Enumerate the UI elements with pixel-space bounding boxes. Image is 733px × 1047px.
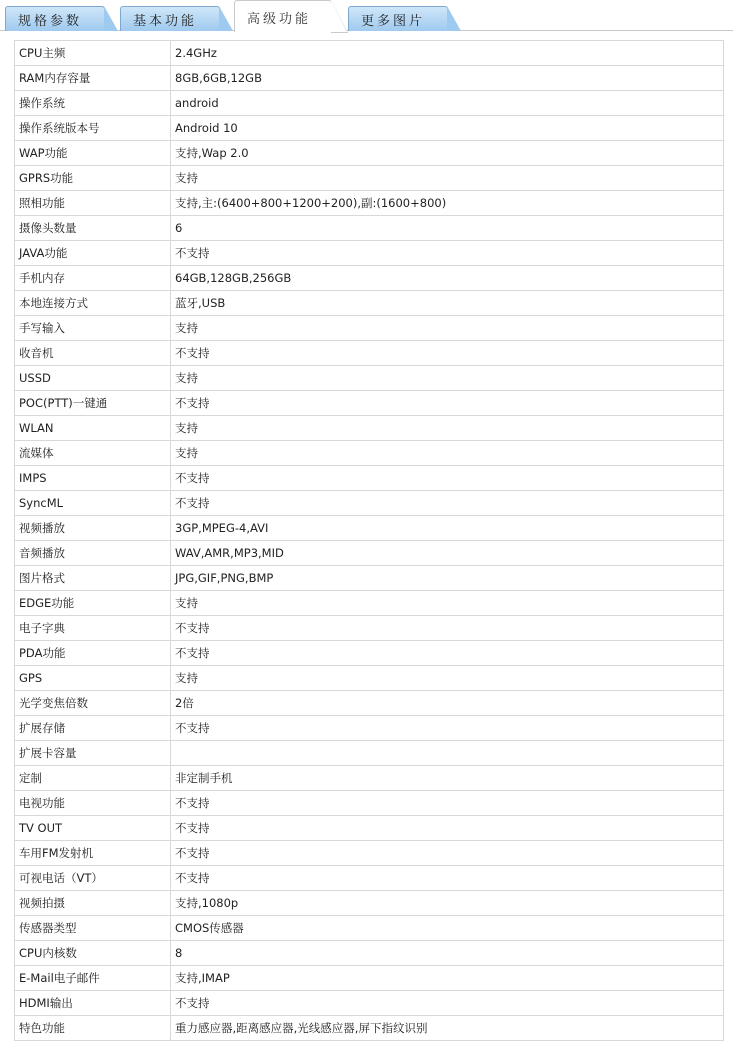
spec-key: 视频拍摄 [15, 891, 171, 916]
table-row [15, 516, 724, 541]
spec-key: HDMI输出 [15, 991, 171, 1016]
table-row [15, 491, 724, 516]
table-row [15, 116, 724, 141]
table-row [15, 666, 724, 691]
spec-value: 不支持 [171, 841, 724, 866]
spec-value: WAV,AMR,MP3,MID [171, 541, 724, 566]
table-row [15, 891, 724, 916]
spec-key: 图片格式 [15, 566, 171, 591]
table-row [15, 766, 724, 791]
spec-key: 视频播放 [15, 516, 171, 541]
tab-bar [0, 0, 733, 31]
spec-key: 手机内存 [15, 266, 171, 291]
spec-key: 电子字典 [15, 616, 171, 641]
spec-value: 不支持 [171, 466, 724, 491]
spec-value: 支持 [171, 416, 724, 441]
spec-value: 6 [171, 216, 724, 241]
spec-key: 手写输入 [15, 316, 171, 341]
table-row [15, 691, 724, 716]
table-row [15, 291, 724, 316]
table-row [15, 866, 724, 891]
spec-key: 收音机 [15, 341, 171, 366]
spec-table-body [15, 41, 724, 1041]
table-row [15, 841, 724, 866]
spec-value: 不支持 [171, 866, 724, 891]
spec-value: 2倍 [171, 691, 724, 716]
table-row [15, 216, 724, 241]
spec-value: 不支持 [171, 491, 724, 516]
table-row [15, 991, 724, 1016]
spec-value: 支持 [171, 366, 724, 391]
table-row [15, 541, 724, 566]
spec-value: 支持,主:(6400+800+1200+200),副:(1600+800) [171, 191, 724, 216]
spec-key: WAP功能 [15, 141, 171, 166]
spec-value: 支持,IMAP [171, 966, 724, 991]
table-row [15, 616, 724, 641]
table-row [15, 466, 724, 491]
table-row [15, 141, 724, 166]
spec-value: 不支持 [171, 241, 724, 266]
table-row [15, 741, 724, 766]
spec-key: EDGE功能 [15, 591, 171, 616]
table-row [15, 441, 724, 466]
spec-value: 支持 [171, 666, 724, 691]
table-row [15, 641, 724, 666]
spec-value: 重力感应器,距离感应器,光线感应器,屏下指纹识别 [171, 1016, 724, 1041]
spec-value: CMOS传感器 [171, 916, 724, 941]
table-row [15, 241, 724, 266]
spec-value: 不支持 [171, 391, 724, 416]
spec-key: 操作系统 [15, 91, 171, 116]
table-row [15, 316, 724, 341]
spec-value: 非定制手机 [171, 766, 724, 791]
table-row [15, 266, 724, 291]
table-row [15, 391, 724, 416]
spec-value: 2.4GHz [171, 41, 724, 66]
spec-key: TV OUT [15, 816, 171, 841]
spec-value: Android 10 [171, 116, 724, 141]
spec-table [14, 40, 724, 1041]
spec-key: 可视电话（VT） [15, 866, 171, 891]
spec-key: WLAN [15, 416, 171, 441]
spec-value: 不支持 [171, 791, 724, 816]
table-row [15, 591, 724, 616]
table-row [15, 566, 724, 591]
spec-key: 音频播放 [15, 541, 171, 566]
table-row [15, 916, 724, 941]
spec-value: 蓝牙,USB [171, 291, 724, 316]
spec-key: 扩展存储 [15, 716, 171, 741]
table-row [15, 41, 724, 66]
spec-key: SyncML [15, 491, 171, 516]
spec-key: 照相功能 [15, 191, 171, 216]
spec-key: POC(PTT)一键通 [15, 391, 171, 416]
spec-key: GPS [15, 666, 171, 691]
table-row [15, 816, 724, 841]
spec-key: E-Mail电子邮件 [15, 966, 171, 991]
spec-key: 传感器类型 [15, 916, 171, 941]
spec-value: 8GB,6GB,12GB [171, 66, 724, 91]
spec-value: 支持 [171, 591, 724, 616]
spec-value: 不支持 [171, 991, 724, 1016]
spec-value: 支持,Wap 2.0 [171, 141, 724, 166]
spec-key: USSD [15, 366, 171, 391]
spec-value: 支持,1080p [171, 891, 724, 916]
tab-more-pictures[interactable]: 更多图片 [348, 6, 448, 31]
table-row [15, 191, 724, 216]
table-row [15, 966, 724, 991]
spec-value: 不支持 [171, 616, 724, 641]
spec-value: 不支持 [171, 341, 724, 366]
table-row [15, 1016, 724, 1041]
spec-value: 不支持 [171, 716, 724, 741]
spec-key: 摄像头数量 [15, 216, 171, 241]
table-row [15, 941, 724, 966]
table-row [15, 791, 724, 816]
spec-value: 不支持 [171, 641, 724, 666]
spec-value: 8 [171, 941, 724, 966]
spec-value [171, 741, 724, 766]
spec-key: PDA功能 [15, 641, 171, 666]
spec-value: 支持 [171, 316, 724, 341]
spec-key: IMPS [15, 466, 171, 491]
table-row [15, 416, 724, 441]
spec-key: 扩展卡容量 [15, 741, 171, 766]
spec-key: 车用FM发射机 [15, 841, 171, 866]
table-row [15, 91, 724, 116]
spec-key: 定制 [15, 766, 171, 791]
tab-specs[interactable]: 规格参数 [5, 6, 105, 31]
spec-value: 支持 [171, 166, 724, 191]
spec-key: 电视功能 [15, 791, 171, 816]
spec-key: CPU主频 [15, 41, 171, 66]
spec-value: android [171, 91, 724, 116]
spec-value: 支持 [171, 441, 724, 466]
tab-advanced-features[interactable]: 高级功能 [234, 0, 332, 32]
table-row [15, 341, 724, 366]
table-row [15, 66, 724, 91]
spec-key: GPRS功能 [15, 166, 171, 191]
spec-value: 64GB,128GB,256GB [171, 266, 724, 291]
table-row [15, 716, 724, 741]
spec-key: CPU内核数 [15, 941, 171, 966]
spec-key: 本地连接方式 [15, 291, 171, 316]
spec-value: 不支持 [171, 816, 724, 841]
spec-key: JAVA功能 [15, 241, 171, 266]
tab-basic-features[interactable]: 基本功能 [120, 6, 220, 31]
spec-key: RAM内存容量 [15, 66, 171, 91]
table-row [15, 366, 724, 391]
table-row [15, 166, 724, 191]
spec-value: JPG,GIF,PNG,BMP [171, 566, 724, 591]
spec-key: 特色功能 [15, 1016, 171, 1041]
spec-value: 3GP,MPEG-4,AVI [171, 516, 724, 541]
spec-key: 操作系统版本号 [15, 116, 171, 141]
spec-key: 光学变焦倍数 [15, 691, 171, 716]
spec-key: 流媒体 [15, 441, 171, 466]
